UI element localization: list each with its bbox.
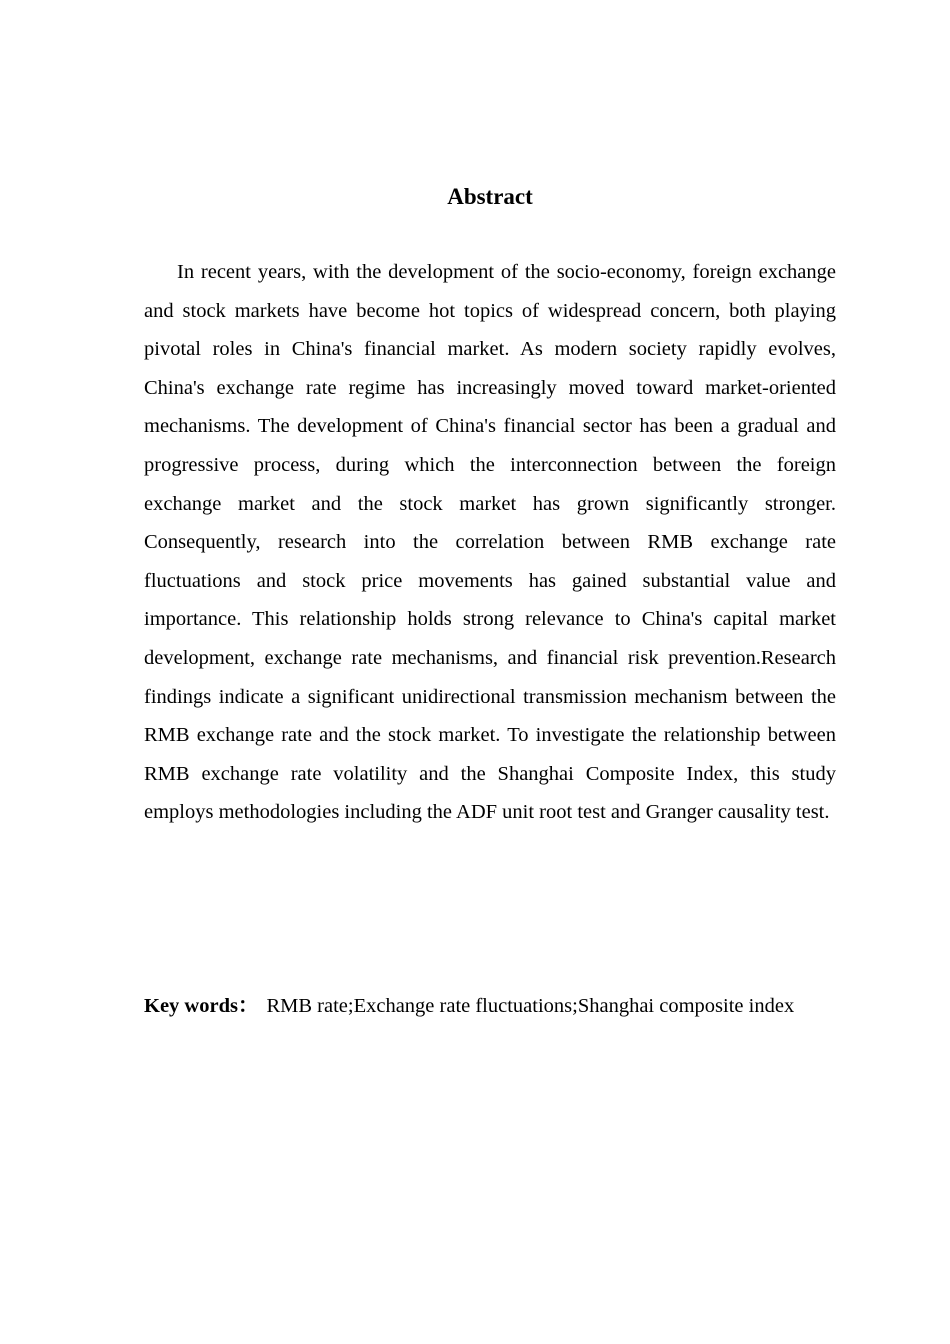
keywords-text: RMB rate;Exchange rate fluctuations;Shanghai composite index (266, 995, 795, 1017)
abstract-title: Abstract (447, 184, 533, 209)
abstract-paragraph: In recent years, with the development of the socio-economy, foreign exchange and stock markets have become hot topics of widespread concern, both playing pivotal roles in China's financial market. As modern society rapidly evolves, China's exchange rate regime has increasingly moved toward market-oriented mechanisms. The development of China's financial sector has been a gradual and progressive process, during which the interconnection between the foreign exchange market and the stock market has grown significantly stronger. Consequently, research into the correlation between RMB exchange rate fluctuations and stock price movements has gained substantial value and importance. This relationship holds strong relevance to China's capital market development, exchange rate mechanisms, and financial risk prevention.Research findings indicate a significant unidirectional transmission mechanism between the RMB exchange rate and the stock market. To investigate the relationship between RMB exchange rate volatility and the Shanghai Composite Index, this study employs methodologies including the ADF unit root test and Granger causality test. (144, 261, 836, 824)
keywords-label: Key words (144, 995, 238, 1017)
keywords-separator: ： (237, 995, 259, 1017)
keywords-line (144, 987, 836, 1026)
